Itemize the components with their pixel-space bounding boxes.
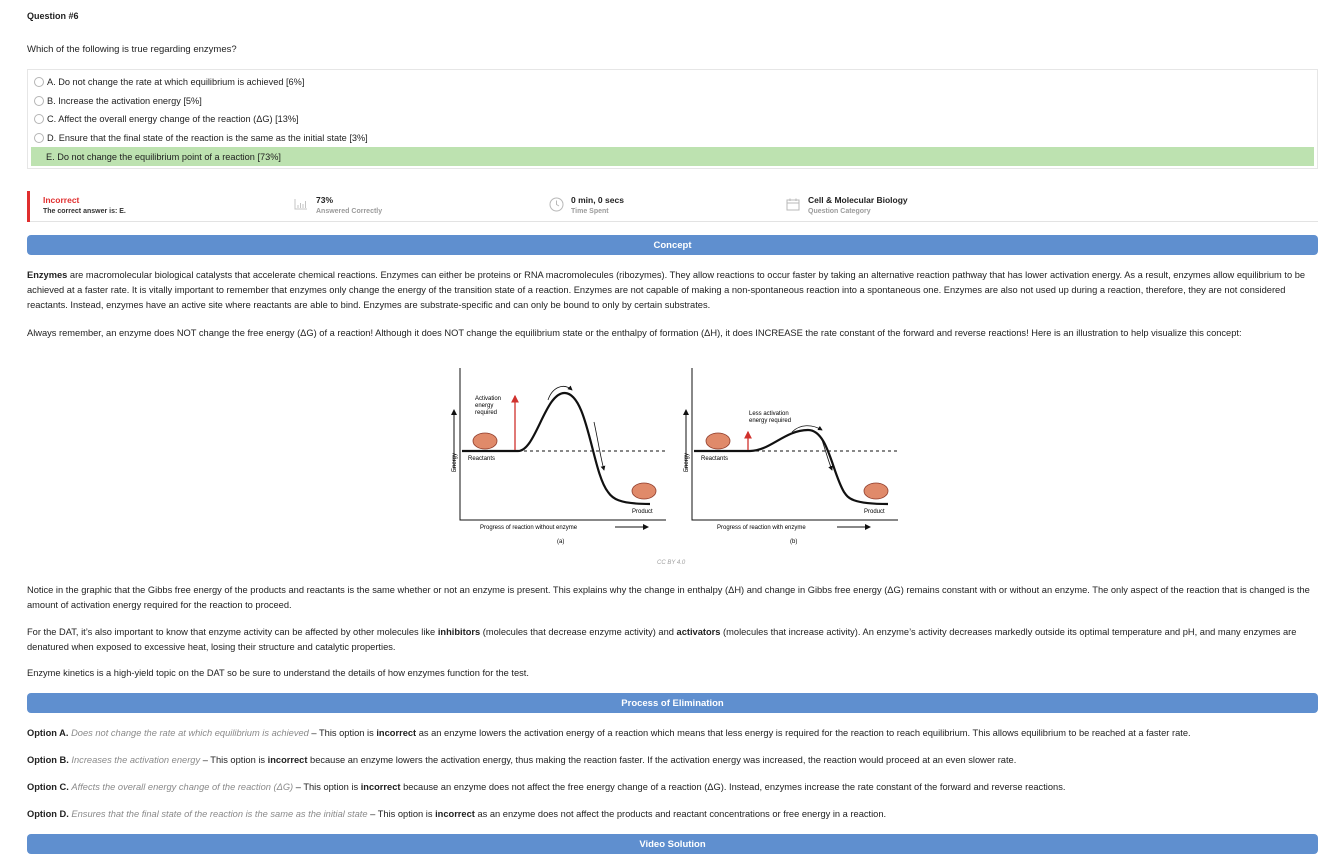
option-e-correct[interactable] [31,147,1314,166]
less-activation-text-2: energy required [749,418,792,424]
activation-text-1: Activation [475,396,502,402]
result-stat [43,195,126,215]
verdict: incorrect [267,755,308,765]
time-label: Time Spent [571,208,609,215]
bar-chart-icon [294,198,308,213]
radio-button[interactable] [34,133,44,143]
option-text: as an enzyme does not affect the products and reactant concentrations or free energy in a reaction. [474,809,887,819]
panel-a-graph [452,368,666,545]
option-label: Option B. [27,755,69,765]
option-label: A. Do not change the rate at which equilibrium is achieved [6%] [47,77,305,88]
enzyme-energy-diagram [440,360,906,550]
concept-paragraph-2: Always remember, an enzyme does NOT change the free energy (ΔG) of a reaction! Although it does NOT change the equilibrium state or the enthalpy of formation (ΔH), it does INCREASE the rate constant of the forward and reverse reactions! Here is an illustration to help visualize this concept: [27,328,1242,338]
option-quote: Affects the overall energy change of the reaction (ΔG) [71,782,294,792]
image-credit: CC BY 4.0 [657,560,686,566]
activation-text-3: required [475,410,498,416]
option-text: – This option is [200,755,268,765]
panel-b-graph [684,368,898,545]
option-label: B. Increase the activation energy [5%] [47,95,202,106]
concept-paragraph-3: Notice in the graphic that the Gibbs free energy of the products and reactants is the same whether or not an enzyme is present. This explains why the change in enthalpy (ΔH) and change in Gibbs free energy (ΔG) remains constant with or without an enzyme. The only aspect of the reaction that is changed is the amount of activation energy required for the reaction to proceed. [27,585,1310,610]
panel-b-tag: (b) [790,539,798,545]
time-stat [571,195,624,215]
activation-text-2: energy [475,403,494,409]
elimination-option-c [27,780,1318,795]
energy-axis-label-a: Energy [452,452,458,472]
percent-value: 73% [316,195,334,205]
stats-bar [27,191,1318,222]
xlabel-a: Progress of reaction without enzyme [480,525,578,531]
product-label-b: Product [864,509,885,515]
paragraph-text: are macromolecular biological catalysts that accelerate chemical reactions. Enzymes can either be proteins or RNA macromolecules (ribozymes). They allow reactions to occur faster by taking an alternative reaction pathway that has lower activation energy. As a result, enzymes allow equilibrium to be achieved at a faster rate. It is vitally important to remember that enzymes only change the energy of the transition state of a reaction. Enzymes are not capable of making a non-spontaneous reaction into a spontaneous one. Enzymes are also not used up during a reaction, therefore, they are not considered reactants. Instead, enzymes have an active site where reactants are able to bind. Enzymes are substrate-specific and can only be bound to only by certain substrates. [27,270,1306,310]
radio-button[interactable] [34,96,44,106]
concept-paragraph-5: Enzyme kinetics is a high-yield topic on the DAT so be sure to understand the details of how enzymes function for the test. [27,668,529,678]
result-text: Incorrect [43,195,80,205]
percent-stat [316,195,382,215]
question-prompt: Which of the following is true regarding enzymes? [27,44,237,55]
option-label: D. Ensure that the final state of the reaction is the same as the initial state [3%] [47,133,368,144]
option-c[interactable] [28,110,1317,129]
radio-button[interactable] [34,77,44,87]
category-label: Question Category [808,208,871,215]
clock-icon [549,197,564,215]
option-text: – This option is [367,809,436,819]
calendar-icon [786,198,800,214]
paragraph-text: For the DAT, it’s also important to know that enzyme activity can be affected by other molecules like [27,627,438,637]
product-blob-icon [632,483,656,499]
product-label-a: Product [632,509,653,515]
result-indicator [27,191,30,222]
xlabel-b: Progress of reaction with enzyme [717,525,806,531]
verdict: incorrect [360,782,401,792]
concept-paragraph-4 [27,625,1318,655]
product-blob-icon [864,483,888,499]
reactant-blob-icon [473,433,497,449]
option-quote: Increases the activation energy [71,755,201,765]
option-label: C. Affect the overall energy change of the reaction (ΔG) [13%] [47,114,299,125]
option-label: Option D. [27,809,69,819]
answer-options [27,69,1318,169]
activators-term: activators [676,627,721,637]
option-text: – This option is [293,782,361,792]
option-quote: Does not change the rate at which equilibrium is achieved [71,728,309,738]
category-value: Cell & Molecular Biology [808,195,908,205]
elimination-banner[interactable]: Process of Elimination [27,693,1318,713]
correct-answer-text: The correct answer is: E. [43,208,126,215]
concept-banner[interactable]: Concept [27,235,1318,255]
panel-a-tag: (a) [557,539,565,545]
radio-button[interactable] [34,114,44,124]
enzymes-term: Enzymes [27,270,68,280]
energy-axis-label-b: Energy [684,452,690,472]
option-b[interactable] [28,92,1317,111]
option-label: E. Do not change the equilibrium point of a reaction [73%] [46,151,281,162]
reactant-blob-icon [706,433,730,449]
option-text: – This option is [308,728,377,738]
option-a[interactable] [28,73,1317,92]
concept-paragraph-1 [27,268,1318,313]
elimination-option-d [27,807,1318,822]
percent-label: Answered Correctly [316,208,383,215]
reactants-label-a: Reactants [468,456,496,462]
inhibitors-term: inhibitors [437,627,481,637]
option-label: Option C. [27,782,69,792]
option-quote: Ensures that the final state of the reaction is the same as the initial state [71,809,368,819]
time-value: 0 min, 0 secs [571,195,624,205]
option-text: because an enzyme does not affect the free energy change of a reaction (ΔG). Instead, enzymes increase the rate constant of the forward and reverse reactions. [400,782,1066,792]
option-text: as an enzyme lowers the activation energy of a reaction which means that less energy is required for the reaction to reach equilibrium. This allows equilibrium to be reached at a faster rate. [416,728,1191,738]
elimination-option-a [27,726,1318,741]
option-d[interactable] [28,129,1317,148]
paragraph-text: (molecules that increase activity). An enzyme’s activity decreases markedly outside its optimal temperature and pH, and many enzymes are denatured when exposed to excessive heat, losing their structure and catalytic properties. [27,627,1297,652]
elimination-option-b [27,753,1318,768]
reactants-label-b: Reactants [701,456,729,462]
question-title: Question #6 [27,11,79,21]
option-label: Option A. [27,728,69,738]
video-solution-banner[interactable]: Video Solution [27,834,1318,854]
verdict: incorrect [435,809,475,819]
less-activation-text-1: Less activation [749,411,789,417]
paragraph-text: (molecules that decrease enzyme activity) and [480,627,677,637]
verdict: incorrect [376,728,417,738]
category-stat [808,195,908,215]
option-text: because an enzyme lowers the activation energy, thus making the reaction faster. If the activation energy was increased, the reaction would proceed at an even slower rate. [307,755,1017,765]
